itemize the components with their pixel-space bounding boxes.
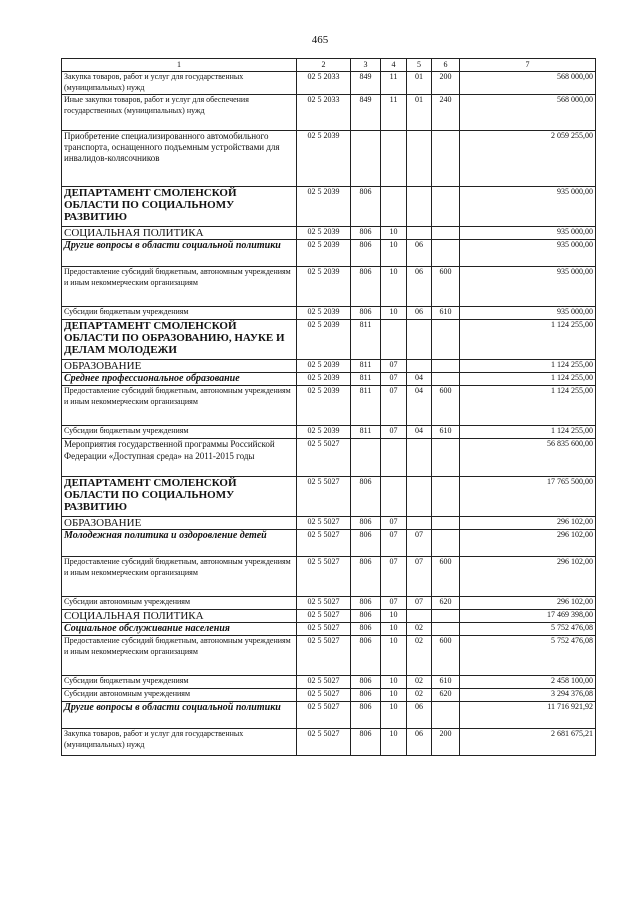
amount: 3 294 376,08 (460, 689, 596, 702)
amount: 1 124 255,00 (460, 386, 596, 426)
section-code (381, 477, 407, 517)
table-row (62, 610, 596, 623)
target-code: 02 5 2039 (297, 360, 351, 373)
expense-type-code (432, 360, 460, 373)
row-name: Социальное обслуживание населения (62, 623, 297, 636)
target-code: 02 5 5027 (297, 439, 351, 477)
expense-type-code: 610 (432, 307, 460, 320)
grbs-code: 811 (351, 320, 381, 360)
table-row (62, 72, 596, 95)
table-row (62, 373, 596, 386)
table-row (62, 227, 596, 240)
row-name: Субсидии бюджетным учреждениям (62, 426, 297, 439)
expense-type-code (432, 227, 460, 240)
expense-type-code: 600 (432, 636, 460, 676)
subsection-code: 07 (407, 597, 432, 610)
row-name: Субсидии бюджетным учреждениям (62, 307, 297, 320)
target-code: 02 5 2039 (297, 320, 351, 360)
table-row (62, 689, 596, 702)
grbs-code: 806 (351, 517, 381, 530)
subsection-code: 02 (407, 676, 432, 689)
subsection-code (407, 360, 432, 373)
table-row (62, 623, 596, 636)
table-row (62, 557, 596, 597)
table-row (62, 676, 596, 689)
subsection-code: 02 (407, 623, 432, 636)
section-code: 10 (381, 307, 407, 320)
target-code: 02 5 5027 (297, 557, 351, 597)
column-header: 7 (460, 59, 596, 72)
section-code: 07 (381, 373, 407, 386)
subsection-code: 04 (407, 386, 432, 426)
expense-type-code: 610 (432, 426, 460, 439)
expense-type-code (432, 530, 460, 557)
grbs-code: 849 (351, 72, 381, 95)
subsection-code (407, 439, 432, 477)
row-name: Предоставление субсидий бюджетным, автономным учреждениям и иным некоммерческим организациям (62, 267, 297, 307)
grbs-code: 806 (351, 557, 381, 597)
row-name: Молодежная политика и оздоровление детей (62, 530, 297, 557)
row-name: ОБРАЗОВАНИЕ (62, 360, 297, 373)
amount: 1 124 255,00 (460, 360, 596, 373)
table-row (62, 240, 596, 267)
grbs-code: 806 (351, 477, 381, 517)
expense-type-code (432, 702, 460, 729)
target-code: 02 5 5027 (297, 477, 351, 517)
row-name: СОЦИАЛЬНАЯ ПОЛИТИКА (62, 610, 297, 623)
table-row (62, 597, 596, 610)
subsection-code: 02 (407, 689, 432, 702)
row-name: ОБРАЗОВАНИЕ (62, 517, 297, 530)
section-code (381, 187, 407, 227)
grbs-code: 806 (351, 597, 381, 610)
section-code: 10 (381, 623, 407, 636)
row-name: ДЕПАРТАМЕНТ СМОЛЕНСКОЙ ОБЛАСТИ ПО ОБРАЗОВАНИЮ, НАУКЕ И ДЕЛАМ МОЛОДЕЖИ (62, 320, 297, 360)
section-code: 07 (381, 530, 407, 557)
amount: 11 716 921,92 (460, 702, 596, 729)
section-code: 10 (381, 240, 407, 267)
subsection-code: 04 (407, 426, 432, 439)
expense-type-code (432, 623, 460, 636)
row-name: Другие вопросы в области социальной политики (62, 702, 297, 729)
section-code: 07 (381, 557, 407, 597)
subsection-code: 06 (407, 240, 432, 267)
table-row (62, 131, 596, 187)
row-name: Предоставление субсидий бюджетным, автономным учреждениям и иным некоммерческим организациям (62, 386, 297, 426)
grbs-code: 806 (351, 530, 381, 557)
row-name: Другие вопросы в области социальной политики (62, 240, 297, 267)
amount: 568 000,00 (460, 95, 596, 131)
row-name: ДЕПАРТАМЕНТ СМОЛЕНСКОЙ ОБЛАСТИ ПО СОЦИАЛЬНОМУ РАЗВИТИЮ (62, 477, 297, 517)
grbs-code: 806 (351, 676, 381, 689)
grbs-code: 806 (351, 729, 381, 756)
section-code: 10 (381, 227, 407, 240)
amount: 2 458 100,00 (460, 676, 596, 689)
column-header: 1 (62, 59, 297, 72)
section-code: 07 (381, 597, 407, 610)
column-header: 5 (407, 59, 432, 72)
subsection-code: 07 (407, 530, 432, 557)
amount: 17 765 500,00 (460, 477, 596, 517)
subsection-code: 06 (407, 307, 432, 320)
row-name: ДЕПАРТАМЕНТ СМОЛЕНСКОЙ ОБЛАСТИ ПО СОЦИАЛЬНОМУ РАЗВИТИЮ (62, 187, 297, 227)
expense-type-code (432, 517, 460, 530)
expense-type-code (432, 240, 460, 267)
expense-type-code: 600 (432, 267, 460, 307)
table-row (62, 187, 596, 227)
expense-type-code: 610 (432, 676, 460, 689)
target-code: 02 5 2039 (297, 386, 351, 426)
table-row (62, 426, 596, 439)
expense-type-code: 200 (432, 729, 460, 756)
row-name: Иные закупки товаров, работ и услуг для обеспечения государственных (муниципальных) нужд (62, 95, 297, 131)
row-name: Приобретение специализированного автомобильного транспорта, оснащенного подъемным устройствами для инвалидов-колясочников (62, 131, 297, 187)
row-name: Среднее профессиональное образование (62, 373, 297, 386)
expense-type-code (432, 439, 460, 477)
section-code: 10 (381, 676, 407, 689)
row-name: СОЦИАЛЬНАЯ ПОЛИТИКА (62, 227, 297, 240)
section-code: 07 (381, 360, 407, 373)
target-code: 02 5 2039 (297, 240, 351, 267)
target-code: 02 5 5027 (297, 729, 351, 756)
target-code: 02 5 2033 (297, 95, 351, 131)
grbs-code: 806 (351, 702, 381, 729)
column-header: 3 (351, 59, 381, 72)
subsection-code (407, 227, 432, 240)
amount: 935 000,00 (460, 187, 596, 227)
grbs-code: 806 (351, 610, 381, 623)
subsection-code: 06 (407, 729, 432, 756)
column-header: 2 (297, 59, 351, 72)
grbs-code: 811 (351, 360, 381, 373)
section-code: 10 (381, 729, 407, 756)
target-code: 02 5 5027 (297, 517, 351, 530)
section-code (381, 320, 407, 360)
section-code: 07 (381, 426, 407, 439)
table-row (62, 95, 596, 131)
grbs-code: 806 (351, 187, 381, 227)
target-code: 02 5 5027 (297, 676, 351, 689)
expense-type-code (432, 320, 460, 360)
expense-type-code (432, 610, 460, 623)
section-code: 10 (381, 610, 407, 623)
amount: 56 835 600,00 (460, 439, 596, 477)
row-name: Мероприятия государственной программы Российской Федерации «Доступная среда» на 2011-2015 годы (62, 439, 297, 477)
amount: 1 124 255,00 (460, 373, 596, 386)
amount: 935 000,00 (460, 240, 596, 267)
grbs-code (351, 439, 381, 477)
amount: 2 059 255,00 (460, 131, 596, 187)
amount: 935 000,00 (460, 307, 596, 320)
budget-table (61, 58, 596, 756)
target-code: 02 5 5027 (297, 597, 351, 610)
expense-type-code (432, 373, 460, 386)
row-name: Закупка товаров, работ и услуг для государственных (муниципальных) нужд (62, 729, 297, 756)
amount: 935 000,00 (460, 267, 596, 307)
expense-type-code (432, 187, 460, 227)
target-code: 02 5 5027 (297, 702, 351, 729)
subsection-code: 02 (407, 636, 432, 676)
column-header: 6 (432, 59, 460, 72)
table-header-row (62, 59, 596, 72)
subsection-code: 06 (407, 267, 432, 307)
subsection-code: 07 (407, 557, 432, 597)
target-code: 02 5 2039 (297, 187, 351, 227)
subsection-code (407, 610, 432, 623)
row-name: Субсидии автономным учреждениям (62, 597, 297, 610)
target-code: 02 5 2039 (297, 307, 351, 320)
table-row (62, 636, 596, 676)
grbs-code: 806 (351, 623, 381, 636)
grbs-code: 806 (351, 636, 381, 676)
grbs-code: 811 (351, 386, 381, 426)
amount: 568 000,00 (460, 72, 596, 95)
table-row (62, 439, 596, 477)
subsection-code: 01 (407, 72, 432, 95)
expense-type-code: 240 (432, 95, 460, 131)
target-code: 02 5 5027 (297, 610, 351, 623)
target-code: 02 5 5027 (297, 530, 351, 557)
section-code (381, 131, 407, 187)
section-code: 11 (381, 95, 407, 131)
amount: 296 102,00 (460, 530, 596, 557)
expense-type-code (432, 477, 460, 517)
expense-type-code: 620 (432, 597, 460, 610)
target-code: 02 5 5027 (297, 689, 351, 702)
subsection-code (407, 187, 432, 227)
subsection-code: 01 (407, 95, 432, 131)
column-header: 4 (381, 59, 407, 72)
amount: 296 102,00 (460, 517, 596, 530)
table-row (62, 729, 596, 756)
row-name: Субсидии автономным учреждениям (62, 689, 297, 702)
amount: 2 681 675,21 (460, 729, 596, 756)
target-code: 02 5 5027 (297, 636, 351, 676)
expense-type-code (432, 131, 460, 187)
grbs-code: 806 (351, 307, 381, 320)
section-code (381, 439, 407, 477)
section-code: 10 (381, 702, 407, 729)
table-row (62, 386, 596, 426)
grbs-code (351, 131, 381, 187)
target-code: 02 5 2039 (297, 373, 351, 386)
grbs-code: 806 (351, 689, 381, 702)
grbs-code: 806 (351, 227, 381, 240)
section-code: 11 (381, 72, 407, 95)
grbs-code: 811 (351, 426, 381, 439)
section-code: 10 (381, 689, 407, 702)
expense-type-code: 200 (432, 72, 460, 95)
expense-type-code: 620 (432, 689, 460, 702)
amount: 17 469 398,00 (460, 610, 596, 623)
section-code: 07 (381, 517, 407, 530)
amount: 5 752 476,08 (460, 636, 596, 676)
row-name: Субсидии бюджетным учреждениям (62, 676, 297, 689)
amount: 1 124 255,00 (460, 320, 596, 360)
grbs-code: 806 (351, 267, 381, 307)
subsection-code: 06 (407, 702, 432, 729)
section-code: 10 (381, 267, 407, 307)
grbs-code: 806 (351, 240, 381, 267)
amount: 1 124 255,00 (460, 426, 596, 439)
amount: 296 102,00 (460, 557, 596, 597)
subsection-code: 04 (407, 373, 432, 386)
table-row (62, 360, 596, 373)
row-name: Предоставление субсидий бюджетным, автономным учреждениям и иным некоммерческим организациям (62, 636, 297, 676)
subsection-code (407, 131, 432, 187)
subsection-code (407, 320, 432, 360)
grbs-code: 811 (351, 373, 381, 386)
target-code: 02 5 2039 (297, 227, 351, 240)
expense-type-code: 600 (432, 386, 460, 426)
section-code: 07 (381, 386, 407, 426)
target-code: 02 5 5027 (297, 623, 351, 636)
table-row (62, 307, 596, 320)
amount: 935 000,00 (460, 227, 596, 240)
table-row (62, 530, 596, 557)
table-row (62, 517, 596, 530)
target-code: 02 5 2039 (297, 131, 351, 187)
expense-type-code: 600 (432, 557, 460, 597)
table-row (62, 477, 596, 517)
amount: 5 752 476,08 (460, 623, 596, 636)
page-number: 465 (311, 34, 329, 46)
row-name: Закупка товаров, работ и услуг для государственных (муниципальных) нужд (62, 72, 297, 95)
table-row (62, 267, 596, 307)
table-row (62, 702, 596, 729)
subsection-code (407, 477, 432, 517)
table-row (62, 320, 596, 360)
row-name: Предоставление субсидий бюджетным, автономным учреждениям и иным некоммерческим организациям (62, 557, 297, 597)
grbs-code: 849 (351, 95, 381, 131)
amount: 296 102,00 (460, 597, 596, 610)
target-code: 02 5 2039 (297, 426, 351, 439)
target-code: 02 5 2039 (297, 267, 351, 307)
target-code: 02 5 2033 (297, 72, 351, 95)
section-code: 10 (381, 636, 407, 676)
subsection-code (407, 517, 432, 530)
